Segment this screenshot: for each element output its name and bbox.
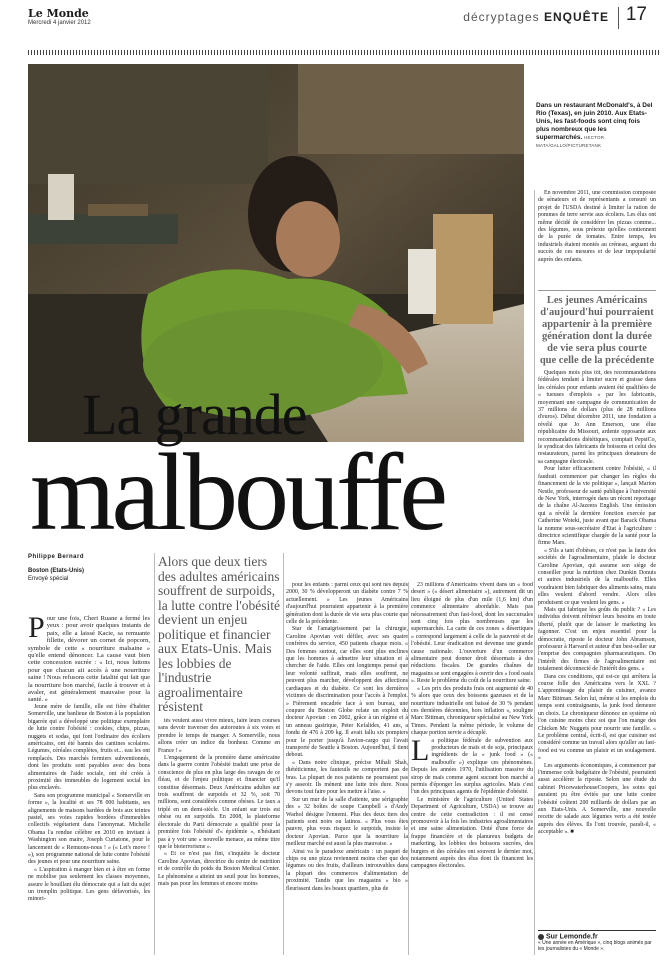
headline-line-2: malbouffe	[30, 431, 445, 553]
newspaper-logo: Le Monde	[28, 7, 89, 20]
folio-separator	[618, 7, 619, 29]
dateline: Boston (Etats-Unis)	[28, 568, 84, 574]
headline	[30, 382, 510, 553]
author-role: Envoyé spécial	[28, 576, 69, 582]
paragraph: Ainsi va le paradoxe américain : un paquet de chips ou une pizza reviennent moins cher que des légumes ou des fruits, d'ailleurs introuvables dans la plupart des commerces d'alimentation de proximité. Tandis que les magasins « bio » fleurissent dans les beaux quartiers, plus de	[286, 848, 408, 892]
drop-cap: P	[28, 615, 45, 644]
paragraph: « Et ce n'est pas fini, s'inquiète le docteur Caroline Apovian, directrice du centre de nutrition et de contrôle du poids du Boston Medical Center. Le phénomène a atteint un seuil pour les hommes, mais pas pour les femmes et encore moins	[158, 851, 280, 887]
masthead	[28, 8, 91, 27]
author-name: Philippe Bernard	[28, 554, 85, 560]
article-column-5	[538, 190, 656, 290]
pull-quote: Les jeunes Américains d'aujourd'hui pourraient appartenir à la première génération dont la durée de vie sera plus courte que celle de la précédente	[538, 290, 656, 367]
rubric-light: décryptages	[463, 10, 540, 24]
paragraph: 23 millions d'Américains vivent dans un « food desert » (« désert alimentaire »), autrement dit un lieu éloigné de plus d'un mile (1,6 km) d'un commerce alimentaire abordable. Mais pas nécessairement d'un fast-food, dont les succursales sont cinq fois plus nombreuses que les supermarchés. La carte de ces zones « désertiques » correspond largement à celle de la pauvreté et de l'obésité. Leur éradication est devenue une grande cause nationale. L'ouverture d'un commerce alimentaire peut donner droit désormais à des réductions fiscales. De grandes chaînes de magasins se sont engagées à ouvrir des « food oasis ». Reste le problème du coût de la nourriture saine.	[411, 582, 533, 685]
paragraph: Dans ces conditions, qui est-ce qui arrêtera la course folle des Américains vers le XXL ? L'apprentissage du plaisir de cuisiner, avance Marc Bittman. Selon lui, même si les emplois du temps sont contraignants, la junk food demeure un choix. Le chroniqueur dénonce un système où l'on cuisine moins chez soi que l'on mange des Chicken Mc Nuggets pour nourrir une famille. « Le problème central, écrit-il, est que cuisiner est considéré comme un travail alors qu'aller au fast-food est vu comme un plaisir et un soulagement. »	[538, 673, 656, 762]
web-promo-text: « Une année en Amérique », cinq blogs animés par les journalistes du « Monde ».	[538, 940, 652, 953]
paragraph: Le ministère de l'agriculture (United States Department of Agriculture, USDA) se trouve au centre de cette contradiction : il est censé promouvoir à la fois les industries agroalimentaires et une saine alimentation. Doté d'une force de frappe financière et de planureux budgets de marketing, les lobbies des boissons sucrées, des burgers et des céréales ont souvent le dernier mot, notamment auprès des élus dont ils financent les campagnes électorales.	[411, 796, 533, 870]
paragraph: Mais qui fabrique les goûts du public ? « Les individus doivent réfréner leurs besoins en toute liberté, plutôt que de laisser le marketing les fagonner. C'est un enjeu essentiel pour la démocratie, riposte le docteur John Abramson, professeur à Harvard et auteur d'un best-seller sur l'emprise des compagnies pharmaceutiques. On l'intérêt des firmes de l'agroalimentaire est totalement déconnecté de l'intérêt des gens. »	[538, 607, 656, 673]
paragraph: pour les enfants : parmi ceux qui sont nés depuis 2000, 30 % développeront un diabète contre 7 % actuellement. » Les jeunes Américains d'aujourd'hui pourraient appartenir à la première génération dont la durée de vie sera plus courte que celle de la précédente.	[286, 582, 408, 626]
article-column-4	[411, 582, 533, 955]
paragraph: tés veulent aussi vivre mieux, faire leurs courses sans devoir traverser des autoroutes à six voies et prendre le temps de manger. A Somerville, nous allons créer un indice du bonheur. Comme en France ! »	[158, 718, 280, 754]
photo-caption	[536, 102, 654, 150]
paragraph: En novembre 2011, une commission composée de sénateurs et de représentants a censuré un projet de l'USDA destiné à limiter la ration de pommes de terre servie aux écoliers. Les élus ont même décidé de considérer les pizzas comme... des légumes, sous prétexte qu'elles contiennent de la purée de tomates. Entre temps, les industriels étaient montés au créneau, arguant du succès de ces mesures et de leur impopularité auprès des enfants.	[538, 190, 656, 263]
lemonde-dot-icon	[538, 934, 544, 940]
paragraph: Les arguments économiques, à commencer par l'immense coût budgétaire de l'obésité, pourraient aussi accélérer la riposte. Selon une étude du cabinet PricewaterhouseCoopers, les soins qui auraient pu être évités par une lutte contre l'obésité coûtent 200 milliards de dollars par an aux Etats-Unis. A Somerville, une nouvelle recette de salade aux légumes verts a été testée auprès des élèves. Ils l'ont trouvée, paraît-il, « acceptable ». ■	[538, 762, 656, 836]
web-promo[interactable]	[538, 930, 656, 952]
drop-cap: L	[411, 733, 430, 767]
headline-line-1: La grande	[82, 382, 307, 447]
article-deck: Alors que deux tiers des adultes américains souffrent de surpoids, la lutte contre l'obésité devient un enjeu politique et financier aux Etats-Unis. Mais les lobbies de l'industrie agroalimentaire résistent	[158, 554, 281, 714]
section-stripe-divider	[28, 50, 661, 55]
article-column-3	[286, 582, 408, 955]
page-number: 17	[625, 4, 647, 25]
photo-credit: HECTOR MATA/GALLO/PICTURETANK	[536, 135, 605, 148]
caption-text: Dans un restaurant McDonald's, à Del Rio (Texas), en juin 2010. Aux Etats-Unis, les fast-foods sont cinq fois plus nombreux que les supermarchés.	[536, 102, 653, 141]
article-column-2	[158, 718, 280, 955]
article-column-6	[538, 370, 656, 925]
column-rule	[534, 190, 535, 955]
web-promo-title: Sur Lemonde.fr	[546, 933, 598, 941]
paragraph: our une fois, Cheri Ruane a fermé les yeux : pour avoir quelques instants de paix, elle a laissé Kacie, sa remuante fillette, dévorer un cornet de popcorn, symbole de cette « nourriture malsaine » qu'elle entend dénoncer. La cause vaut bien cette concession sucrée : « Ici, nous luttons pour que chacun ait accès à une nourriture saine ! Nous refusons cette fatalité qui fait que la nourriture bon marché, facile à trouver et à avaler, est généralement mauvaise pour la santé. »	[28, 615, 150, 704]
paragraph: a politique fédérale de subvention aux producteurs de maïs et de soja, principaux ingrédients de la « junk food » (« malbouffe ») explique ces phénomènes. Depuis les années 1970, l'utilisation massive du sirop de maïs comme agent sucrant bon marché a permis d'éponger les surplus agricoles. Mais c'est l'un des principaux agents de l'épidémie d'obésité.	[411, 737, 533, 796]
issue-date: Mercredi 4 janvier 2012	[28, 20, 91, 26]
column-rule	[154, 553, 155, 955]
paragraph: Sur un mur de la salle d'attente, une sérigraphie des « 32 boîtes de soupe Campbell » d'Andy Warhol désigne l'ennemi. Plus des deux tiers des patients sont noirs ou latinos. « Plus vous êtes pauvre, plus vous risquez le surpoids, insiste le docteur Apovian. Parce que la nourriture la meilleur marché est aussi la plus mauvaise. »	[286, 796, 408, 848]
article-column-1	[28, 615, 150, 955]
paragraph: Quelques mois plus tôt, des recommandations fédérales tendant à limiter sucre et graisse dans les céréales pour enfants avaient été qualifiées de « tueuses d'emplois » par les fabricants, moyennant une campagne de communication de 37 millions de dollars (plus de 28 millions d'euros). Début décembre 2011, une fondation a révélé que Jo Ann Emerson, une élue républicaine du Missouri, ardente opposante aux recommandations diététiques, comptait PepsiCo, le syndicat des fabricants de boissons et celui des restaurateurs, parmi les principaux donateurs de sa campagne électorale.	[538, 370, 656, 465]
paragraph: « S'ils a tant d'obèses, ce n'est pas la faute des sociétés de l'agroalimentaire, plaide le docteur Caroline Apovian, qui assume son siège de conseiller pour la nutrition chez Dunkin Donuts et autres industriels de la malbouffe. Elles voudraient bien fabriquer des aliments sains, mais elles veulent d'abord vendre. Alors elles produisent ce que veulent les gens. »	[538, 547, 656, 606]
section-rubric	[463, 10, 609, 24]
byline	[28, 553, 150, 583]
paragraph: Jeune mère de famille, elle est fière d'habiter Somerville, une banlieue de Boston à la population bigarrée qui a développé une politique exemplaire de lutte contre l'obésité : cookies, chips, pizzas, nuggets et sodas, qui font l'ordinaire des écoliers américains, ont été bannis des cantines scolaires. Légumes, céréales complètes, fruits et... eau les ont remplacés. Des marchés fermiers subventionnés, dont les produits sont payables avec des bons alimentaires de l'aide sociale, ont été créés à proximité des immeubles de logement social les plus enclavés.	[28, 703, 150, 792]
column-rule	[283, 553, 284, 955]
paragraph: « Les prix des produits frais ont augmenté de 40 % alors que ceux des boissons gazeuses et de la nourriture industrielle ont baissé de 30 % pendant ces dernières décennies, hors inflation », souligne Marc Bittman, chroniqueur spécialisé au New York Times. Pendant la même période, le volume de chaque portion servie a décuplé.	[411, 685, 533, 737]
paragraph: « Dans notre clinique, précise Mihali Shah, diététicienne, les fauteuils ne comportent pas de bras. La plupart de nos patients ne pourraient pas s'y asseoir. Ils mènent une lutte très dure. Nous devons tout faire pour les mettre à l'aise. »	[286, 759, 408, 796]
paragraph: « L'aspiration à manger bien et à être en forme ne mobilise pas seulement les classes moyennes, assure le bouillant élu démocrate qui a fait du sujet un tremplin politique. Les gens défavorisés, les minori-	[28, 866, 150, 903]
rubric-bold: ENQUÊTE	[543, 10, 609, 24]
paragraph: Pour lutter efficacement contre l'obésité, « il faudrait commencer par changer les règles du financement de la vie politique », lançait Marion Nestle, professeur de santé publique à l'université de New York, interrogée dans un récent reportage de la chaîne Al-Jazeera English. Une émission qui a révélé la dernière fonction exercée par Catherine Woteki, juste avant que Barack Obama la nomme sous-secrétaire d'Etat à l'agriculture : directrice scientifique chargée de la santé pour la firme Mars.	[538, 466, 656, 547]
paragraph: Sans son programme municipal « Somerville en forme », la localité et ses 78 000 habitants, ses alignements de maisons bardées de bois aux teintes pastel, ses voies rapides bordées d'immeubles collectifs végétarient dans l'anonymat. Michelle Obama l'a rendue célèbre en 2010 en invitant à Washington son maire, Joseph Curtatone, pour le lancement de « Remuons-nous ! » (« Let's move ! »), son programme national de lutte contre l'obésité des jeunes et pour une nourriture saine.	[28, 792, 150, 866]
paragraph: L'engagement de la première dame américaine dans la guerre contre l'obésité traduit une prise de conscience de plus en plus large des ravages de ce fléau, et de l'enjeu politique et financier qu'il constitue désormais. Deux Américains adultes sur trois souffrent de surpoids et 32 %, soit 70 millions, sont considérés comme obèses. Le taux a triplé en un demi-siècle. Un enfant sur trois est obèse ou en surpoids. En 2008, la plateforme électorale du Parti démocrate a qualifié pour la première fois l'obésité d'« épidémie », n'hésitant pas à y voir une « nouvelle menace, au même titre que le bioterrorisme ».	[158, 755, 280, 850]
column-rule	[408, 582, 409, 955]
paragraph: Star de l'amaigrissement par la chirurgie, Caroline Apovian voit défiler, avec ses quatre confrères du service, 450 patients chaque mois. « Des femmes surtout, car elles sont plus enclines que les hommes à admettre leur situation et à chercher de l'aide. Elles ont longtemps pensé que leur volonté suffirait, mais elles souffrent, ne peuvent plus marcher, développent des affections cardiaques et du diabète. Ce sont les dernières victimes de discrimination pour l'accès à l'emploi. » Fièrement encadrée face à son bureau, une coupure du Boston Globe relate un exploit du docteur Apovian : en 2002, grâce à un régime et à un anneau gastrique, Peter Kefalides, 41 ans, a fondu de 476 à 209 kg. Il avait fallu six pompiers pour le porter jusqu'à l'avion-cargo qui l'avait transporté de Seattle à Boston. Aujourd'hui, il tient debout.	[286, 626, 408, 759]
